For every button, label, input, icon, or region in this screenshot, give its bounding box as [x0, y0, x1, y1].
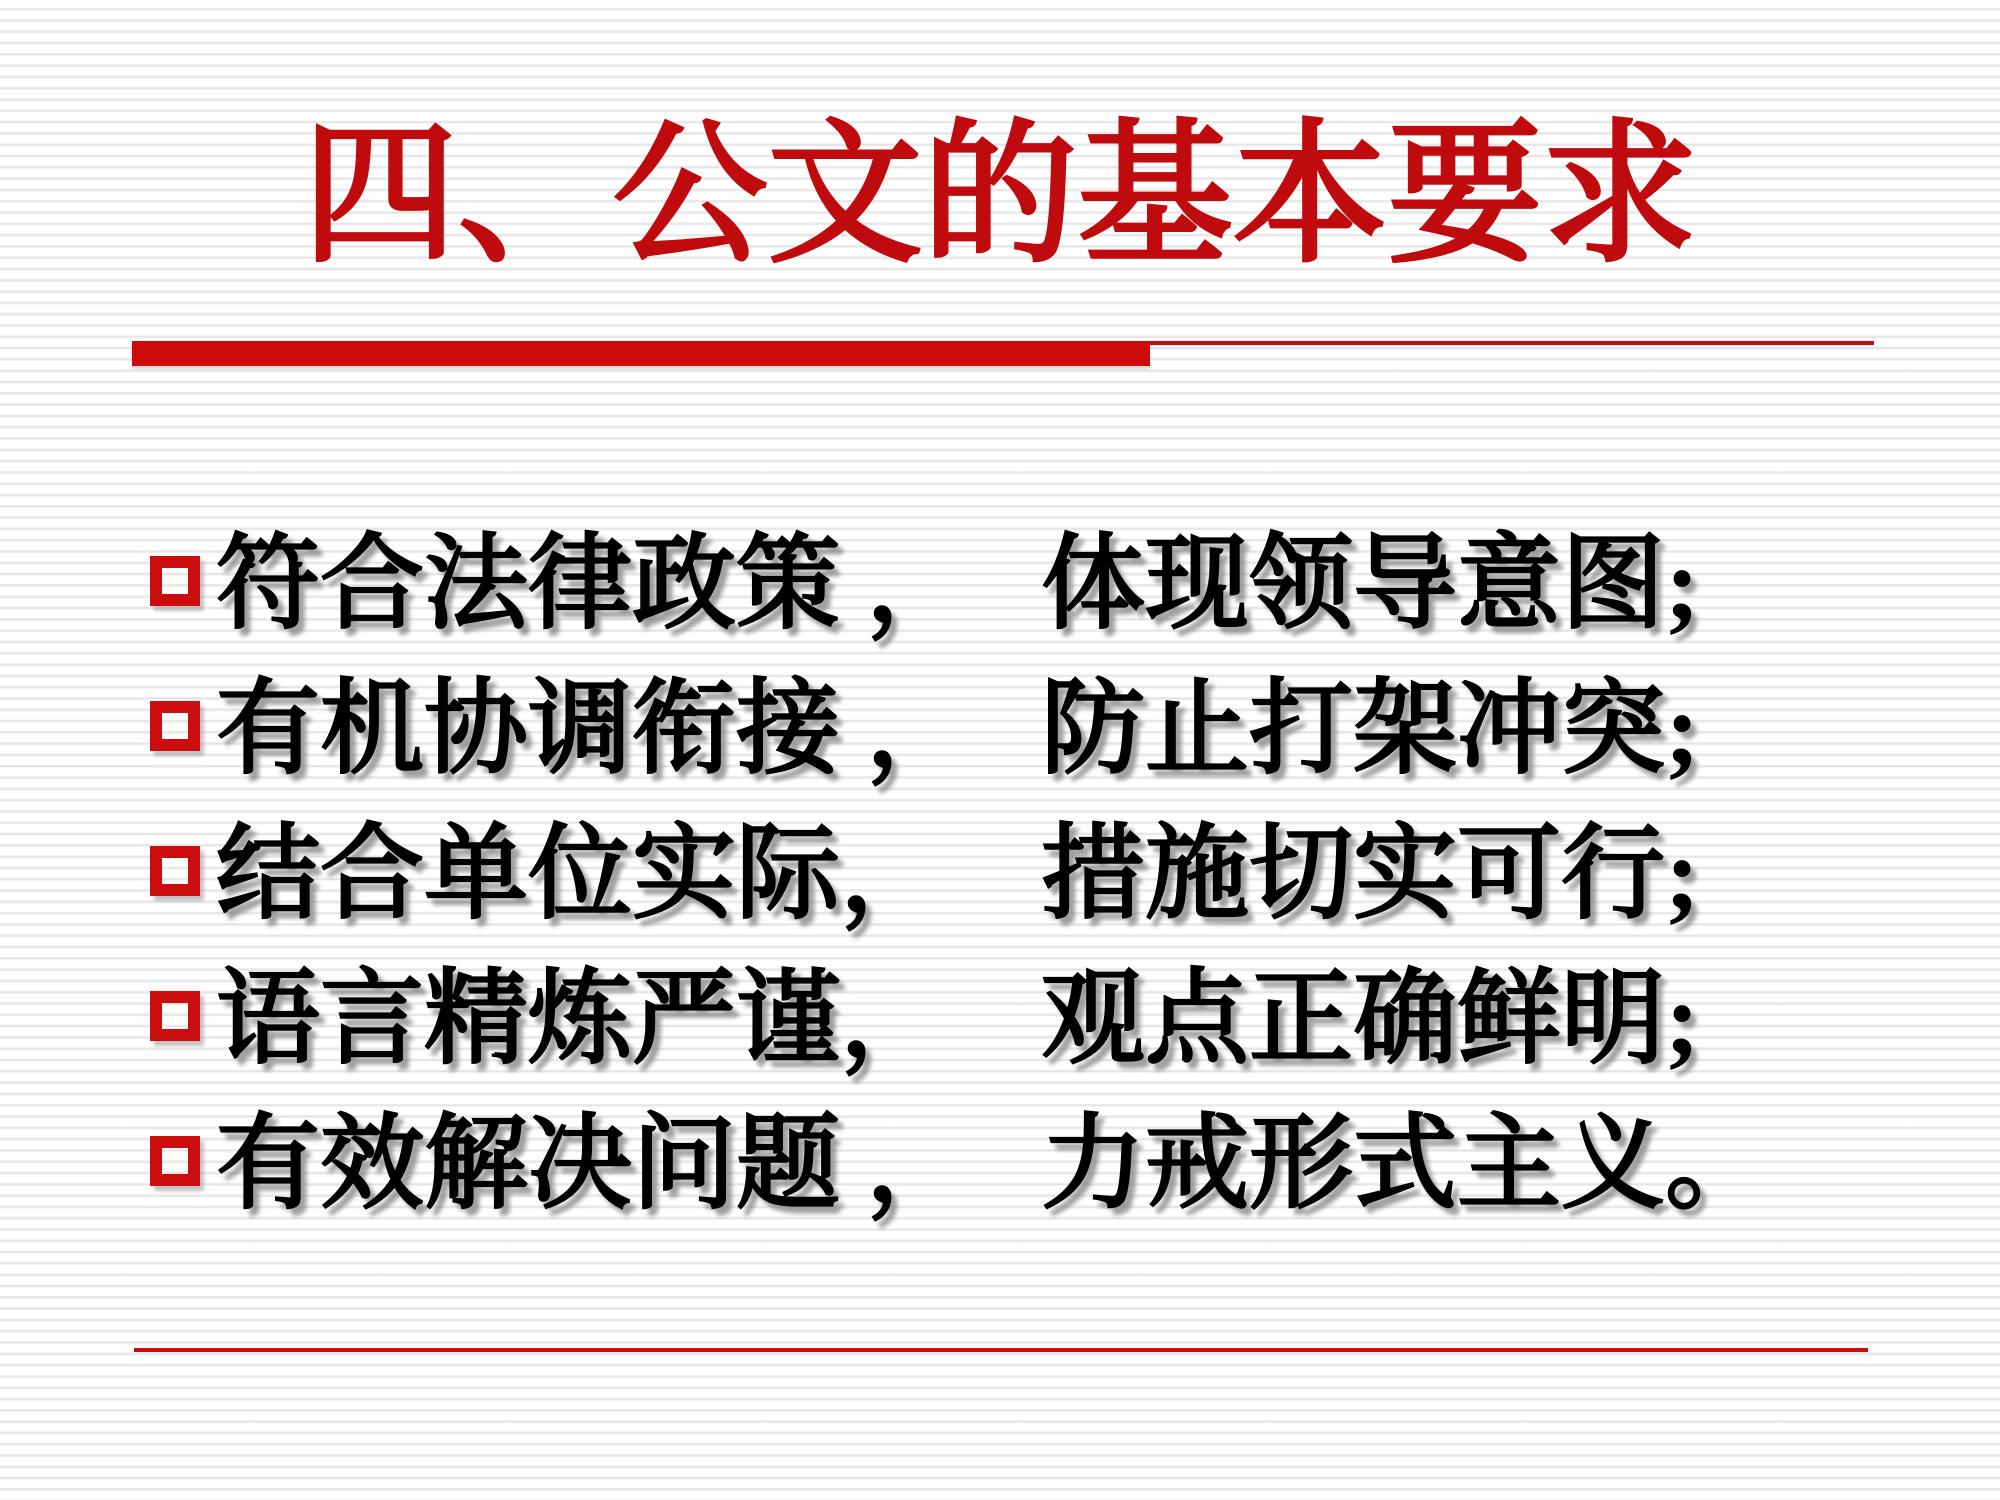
bullet-text-right: 力戒形式主义。: [1041, 1106, 1770, 1222]
red-square-bullet-icon: [150, 701, 200, 751]
bullet-text-right: 措施切实可行;: [1041, 816, 1700, 932]
bullet-text-right: 观点正确鲜明;: [1041, 961, 1700, 1077]
list-item: [150, 802, 1910, 947]
bullet-text-right: 体现领导意图;: [1041, 526, 1700, 642]
red-square-bullet-icon: [150, 991, 200, 1041]
slide-title: 四、公文的基本要求: [302, 110, 1698, 282]
list-item: [150, 1092, 1910, 1237]
list-item: [150, 947, 1910, 1092]
bottom-divider-line: [134, 1348, 1868, 1352]
title-divider-thick-bar: [132, 341, 1150, 366]
bullet-text-left: 符合法律政策 ，: [216, 526, 971, 642]
bullet-text-right: 防止打架冲突;: [1041, 671, 1700, 787]
bullet-text-left: 有效解决问题 ，: [216, 1106, 971, 1222]
bullet-list: [150, 512, 1910, 1237]
list-item: [150, 657, 1910, 802]
bullet-text-left: 语言精炼严谨，: [216, 961, 945, 1077]
red-square-bullet-icon: [150, 1136, 200, 1186]
red-square-bullet-icon: [150, 556, 200, 606]
bullet-text-left: 有机协调衔接 ，: [216, 671, 971, 787]
bullet-text-left: 结合单位实际，: [216, 816, 945, 932]
list-item: [150, 512, 1910, 657]
red-square-bullet-icon: [150, 846, 200, 896]
